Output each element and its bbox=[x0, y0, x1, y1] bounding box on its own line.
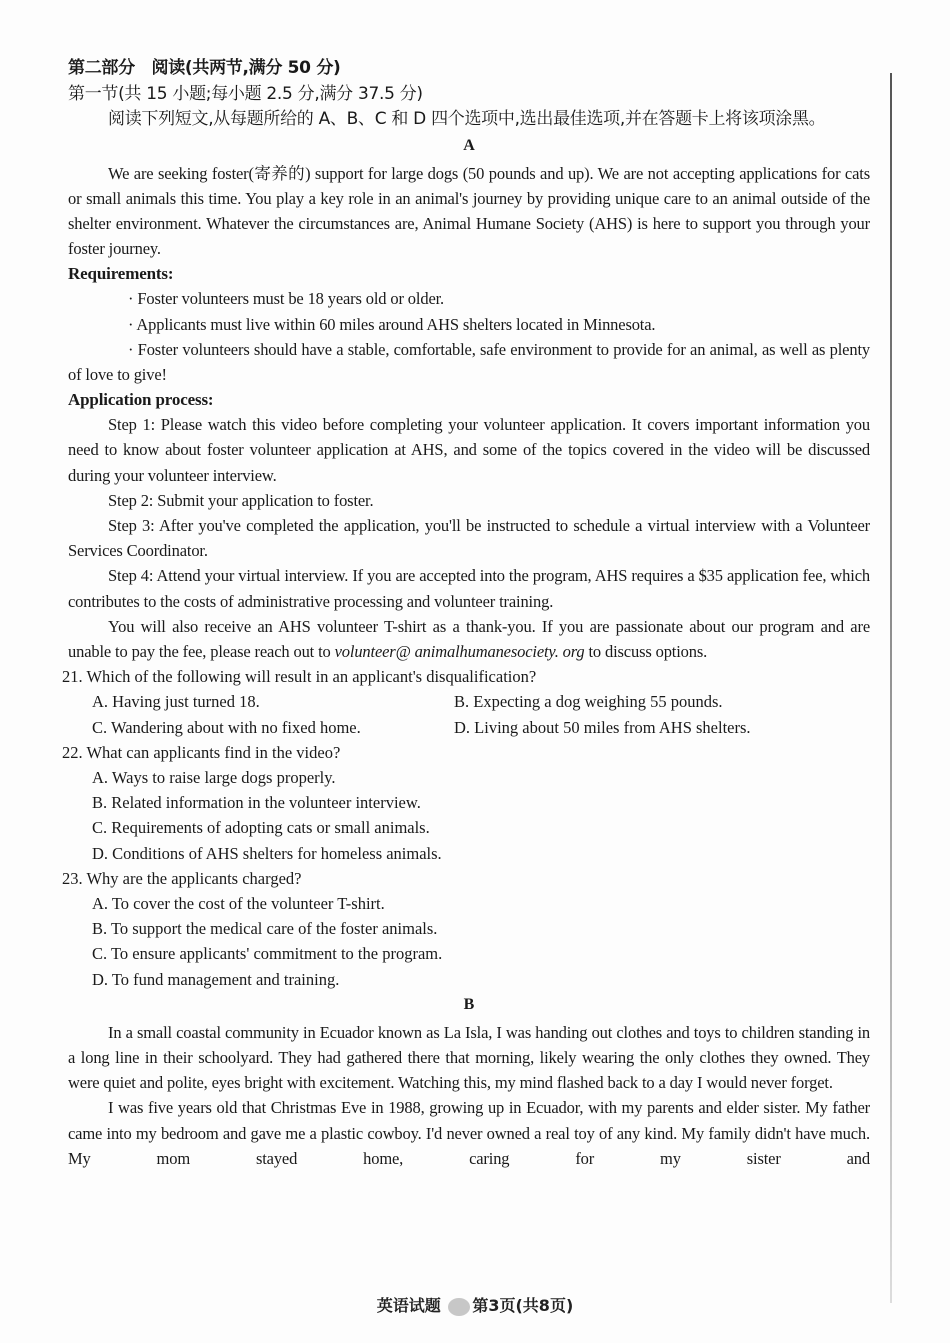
option-a[interactable]: A. Having just turned 18. bbox=[92, 692, 260, 712]
step-item: Step 3: After you've completed the application, you'll be instructed to schedule a virtual interview with a Volunteer Services Coordinator. bbox=[68, 515, 870, 561]
option-b[interactable]: B. Expecting a dog weighing 55 pounds. bbox=[454, 692, 723, 712]
option-d[interactable]: D. Living about 50 miles from AHS shelters. bbox=[454, 717, 751, 737]
passage-b-paragraph: In a small coastal community in Ecuador known as La Isla, I was handing out clothes and toys to children standing in a long line in their schoolyard. They had gathered there that morning, likely wearing the only clothes they owned. They were quiet and polite, eyes bright with excitement. Watching this, my mind flashed back to a day I would never forget. bbox=[68, 1022, 870, 1093]
option-b[interactable]: B. Related information in the volunteer interview. bbox=[92, 793, 421, 813]
footer-page-number: 3 bbox=[488, 1296, 500, 1315]
footer-subject: 英语试题 bbox=[376, 1296, 441, 1315]
part-title: 第二部分 阅读(共两节,满分 50 分) bbox=[68, 58, 341, 78]
footer-total-suffix: 页) bbox=[549, 1296, 574, 1315]
footer-page-suffix: 页(共 bbox=[499, 1296, 539, 1315]
process-heading: Application process: bbox=[68, 390, 214, 410]
question-21 bbox=[62, 664, 870, 740]
question-number: 22. bbox=[62, 742, 83, 762]
question-text: Why are the applicants charged? bbox=[86, 868, 302, 888]
requirements-heading: Requirements: bbox=[68, 264, 174, 284]
page-content bbox=[62, 56, 870, 1171]
option-c[interactable]: C. To ensure applicants' commitment to the program. bbox=[92, 944, 443, 964]
question-stem bbox=[62, 866, 870, 891]
option-a[interactable]: A. To cover the cost of the volunteer T-shirt. bbox=[92, 893, 385, 913]
footer-total-pages: 8 bbox=[538, 1296, 550, 1315]
option-a[interactable]: A. Ways to raise large dogs properly. bbox=[92, 767, 336, 787]
requirement-item: · Applicants must live within 60 miles around AHS shelters located in Minnesota. bbox=[128, 314, 656, 334]
passage-b-paragraph: I was five years old that Christmas Eve in 1988, growing up in Ecuador, with my parents and elder sister. My father came into my bedroom and gave me a plastic cowboy. I'd never owned a real toy of any kind. My family didn't have much. My mom stayed home, caring for my sister and bbox=[68, 1098, 870, 1168]
question-22 bbox=[62, 740, 870, 866]
option-d[interactable]: D. Conditions of AHS shelters for homeless animals. bbox=[92, 843, 442, 863]
question-stem bbox=[62, 664, 870, 689]
option-d[interactable]: D. To fund management and training. bbox=[92, 969, 340, 989]
watermark-logo-icon bbox=[448, 1298, 470, 1316]
requirement-item: · Foster volunteers should have a stable, comfortable, safe environment to provide for an animal, as well as plenty of love to give! bbox=[68, 339, 870, 384]
passage-b-label: B bbox=[463, 995, 475, 1013]
question-stem bbox=[62, 740, 870, 765]
contact-email: volunteer@ animalhumanesociety. org bbox=[334, 641, 585, 661]
passage-a-closing bbox=[68, 614, 870, 664]
options bbox=[92, 689, 870, 739]
closing-text-end: to discuss options. bbox=[584, 641, 708, 661]
question-text: What can applicants find in the video? bbox=[86, 742, 341, 762]
section-title: 第一节(共 15 小题;每小题 2.5 分,满分 37.5 分) bbox=[68, 83, 423, 104]
passage-a-intro: We are seeking foster(寄养的) support for large dogs (50 pounds and up). We are not accepting applications for cats or small animals this time. You play a key role in an animal's journey by providing unique care to an animal outside of the shelter environment. Whatever the circumstances are, Animal Humane Society (AHS) is here to support you through your foster journey. bbox=[68, 163, 870, 259]
option-b[interactable]: B. To support the medical care of the foster animals. bbox=[92, 919, 438, 939]
binding-margin-line bbox=[890, 73, 892, 1303]
step-item: Step 1: Please watch this video before completing your volunteer application. It covers important information you need to know about foster volunteer application at AHS, and some of the topics covered in the video will be discussed during your volunteer interview. bbox=[68, 415, 870, 485]
footer-page-prefix: 第 bbox=[472, 1296, 489, 1315]
question-text: Which of the following will result in an applicant's disqualification? bbox=[86, 667, 537, 687]
requirement-item: · Foster volunteers must be 18 years old or older. bbox=[128, 289, 445, 309]
option-c[interactable]: C. Wandering about with no fixed home. bbox=[92, 717, 361, 737]
step-item: Step 2: Submit your application to foster. bbox=[108, 490, 374, 510]
step-item: Step 4: Attend your virtual interview. If you are accepted into the program, AHS requires a $35 application fee, which contributes to the costs of administrative processing and volunteer training. bbox=[68, 566, 870, 611]
passage-b bbox=[68, 1020, 870, 1171]
options bbox=[92, 891, 870, 992]
instructions: 阅读下列短文,从每题所给的 A、B、C 和 D 四个选项中,选出最佳选项,并在答题卡上将该项涂黑。 bbox=[108, 109, 826, 129]
passage-a-label: A bbox=[463, 136, 475, 154]
question-23 bbox=[62, 866, 870, 992]
question-number: 21. bbox=[62, 667, 83, 687]
closing-text: You will also receive an AHS volunteer T-shirt as a thank-you. If you are passionate about our program and are unable to pay the fee, please reach out to bbox=[68, 616, 870, 661]
option-c[interactable]: C. Requirements of adopting cats or small animals. bbox=[92, 818, 430, 838]
question-number: 23. bbox=[62, 868, 83, 888]
page-footer bbox=[0, 1293, 950, 1316]
options bbox=[92, 765, 870, 866]
passage-a bbox=[68, 161, 870, 665]
